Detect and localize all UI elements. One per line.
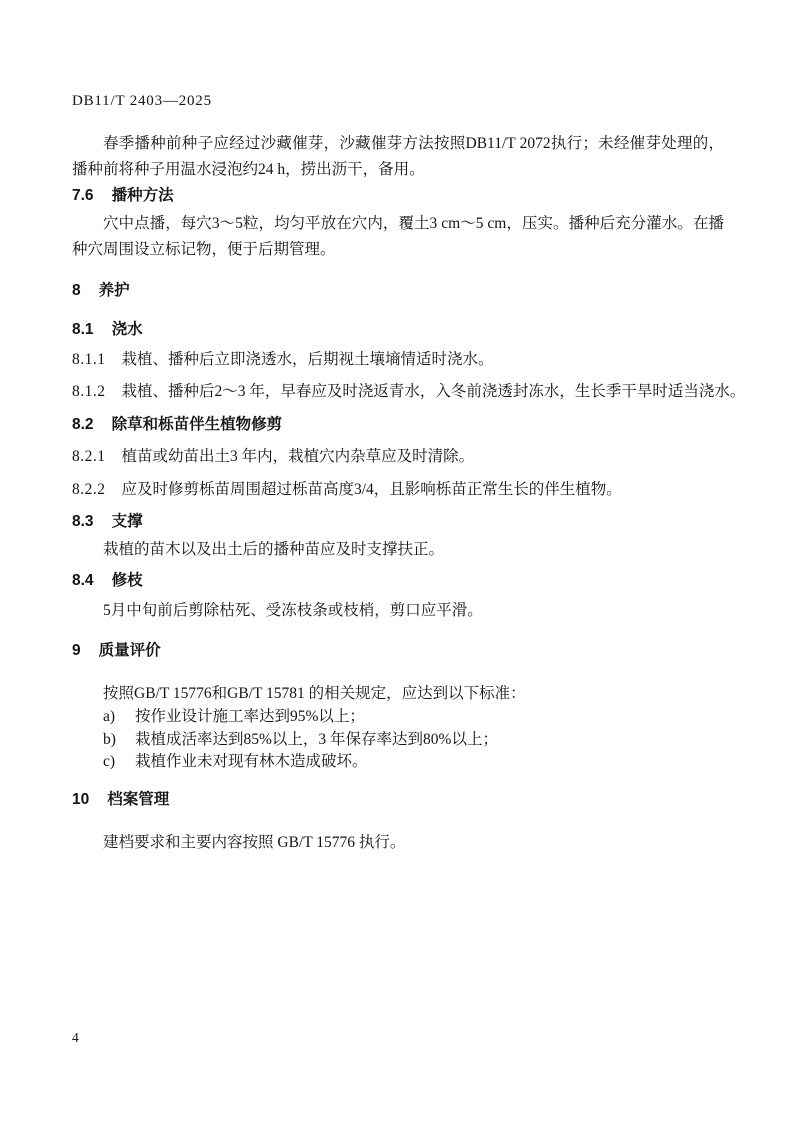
clause-8-2-1 <box>72 447 724 466</box>
clause-number: 8.1.2 <box>72 383 106 400</box>
section-title: 养护 <box>98 282 130 299</box>
section-9-body: 按照GB/T 15776和GB/T 15781 的相关规定，应达到以下标准： <box>103 685 526 702</box>
intro-paragraph: 春季播种前种子应经过沙藏催芽，沙藏催芽方法按照DB11/T 2072执行；未经催芽处理的，播种前将种子用温水浸泡约24 h，捞出沥干，备用。 <box>72 135 724 178</box>
section-heading-7-6 <box>72 186 724 205</box>
standard-number-header: DB11/T 2403—2025 <box>72 93 212 109</box>
quality-criteria-list <box>72 706 724 774</box>
section-heading-10 <box>72 790 724 809</box>
section-number: 10 <box>72 791 90 808</box>
section-number: 8.1 <box>72 321 94 338</box>
list-item-label: b) <box>103 730 116 748</box>
section-heading-8-3 <box>72 512 724 531</box>
list-item-text: 栽植作业未对现有林木造成破坏。 <box>135 753 368 770</box>
section-heading-8-2 <box>72 415 724 434</box>
list-item-label: a) <box>103 708 116 725</box>
section-title: 档案管理 <box>107 791 170 808</box>
clause-number: 8.2.2 <box>72 481 106 498</box>
list-item <box>72 706 724 729</box>
section-heading-8 <box>72 281 724 300</box>
clause-text: 栽植、播种后立即浇透水，后期视土壤墒情适时浇水。 <box>121 351 494 368</box>
clause-8-1-1 <box>72 350 724 369</box>
section-title: 修枝 <box>111 572 143 589</box>
section-number: 8 <box>72 282 81 299</box>
section-7-6-body: 穴中点播，每穴3～5粒，均匀平放在穴内，覆土3 cm～5 cm，压实。播种后充分灌水。在播种穴周围设立标记物，便于后期管理。 <box>72 215 724 258</box>
section-number: 9 <box>72 642 81 659</box>
list-item-text: 按作业设计施工率达到95%以上； <box>135 708 365 725</box>
section-number: 8.4 <box>72 572 94 589</box>
section-heading-8-1 <box>72 320 724 339</box>
section-title: 支撑 <box>111 513 143 530</box>
section-title: 浇水 <box>111 321 143 338</box>
clause-text: 应及时修剪栎苗周围超过栎苗高度3/4，且影响栎苗正常生长的伴生植物。 <box>121 481 622 498</box>
clause-text: 栽植、播种后2～3 年，早春应及时浇返青水，入冬前浇透封冻水，生长季干旱时适当浇水。 <box>121 383 746 400</box>
section-number: 8.2 <box>72 416 94 433</box>
section-heading-9 <box>72 641 724 660</box>
clause-8-1-2 <box>72 382 746 401</box>
list-item-label: c) <box>103 753 116 770</box>
list-item <box>72 751 724 774</box>
section-number: 7.6 <box>72 187 94 204</box>
section-number: 8.3 <box>72 513 94 530</box>
section-8-3-body: 栽植的苗木以及出土后的播种苗应及时支撑扶正。 <box>103 541 445 558</box>
section-8-4-body: 5月中旬前后剪除枯死、受冻枝条或枝梢，剪口应平滑。 <box>103 602 483 619</box>
section-title: 质量评价 <box>98 642 161 659</box>
clause-number: 8.2.1 <box>72 448 106 465</box>
clause-number: 8.1.1 <box>72 351 106 368</box>
list-item-text: 栽植成活率达到85%以上，3 年保存率达到80%以上； <box>135 730 498 748</box>
section-title: 除草和栎苗伴生植物修剪 <box>111 416 283 433</box>
clause-8-2-2 <box>72 480 724 499</box>
section-10-body: 建档要求和主要内容按照 GB/T 15776 执行。 <box>103 834 406 851</box>
section-heading-8-4 <box>72 571 724 590</box>
page-number: 4 <box>72 1030 79 1045</box>
list-item <box>72 729 724 752</box>
clause-text: 植苗或幼苗出土3 年内，栽植穴内杂草应及时清除。 <box>121 448 475 465</box>
section-title: 播种方法 <box>111 187 174 204</box>
